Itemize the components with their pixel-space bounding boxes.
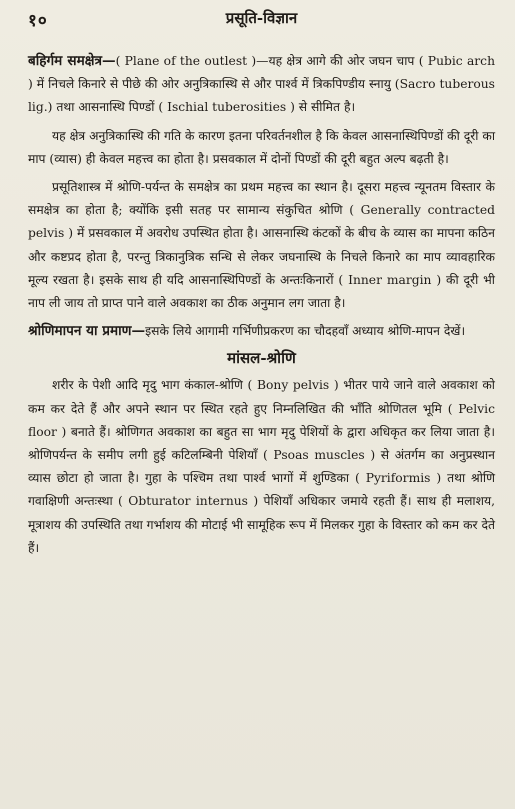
paragraph-obstetric-importance bbox=[28, 176, 495, 315]
paragraph-lead: श्रोणिमापन या प्रमाण— bbox=[28, 323, 146, 340]
paragraph-text: ( Plane of the outlest )—यह क्षेत्र आगे की ओर जघन चाप ( Pubic arch ) में निचले किनारे से पीछे की ओर अनुत्रिकास्थि से और पार्श्व में त्रिकपिण्डीय स्नायु (Sacro tuberous lig.) तथा आसनास्थि पिण्डों ( Ischial tuberosities ) से सीमित है। bbox=[28, 54, 495, 115]
paragraph-soft-pelvis bbox=[28, 374, 495, 560]
paragraph-outlet-variability bbox=[28, 125, 495, 171]
paragraph-text: यह क्षेत्र अनुत्रिकास्थि की गति के कारण इतना परिवर्तनशील है कि केवल आसनास्थिपिण्डों की दूरी का माप (व्यास) ही केवल महत्त्व का होता है। प्रसवकाल में दोनों पिण्डों की दूरी बहुत अल्प बढ़ती है। bbox=[28, 128, 495, 166]
running-head: प्रसूति-विज्ञान bbox=[225, 9, 298, 27]
paragraph-plane-of-outlet bbox=[28, 50, 495, 120]
page-number: १० bbox=[28, 11, 48, 31]
paragraph-pelvimetry bbox=[28, 320, 495, 343]
paragraph-text: शरीर के पेशी आदि मृदु भाग कंकाल-श्रोणि ( Bony pelvis ) भीतर पाये जाने वाले अवकाश को कम कर देते हैं और अपने स्थान पर स्थित रहते हुए निम्नलिखित की भाँति श्रोणितल भूमि ( Pelvic floor ) बनाते हैं। श्रोणिगत अवकाश का बहुत सा भाग मृदु पेशियों के द्वारा अधिकृत कर लिया जाता है। श्रोणिपर्यन्त के समीप लगी हुई कटिलम्बिनी पेशियाँ ( Psoas muscles ) से अंतर्गम का अनुप्रस्थान व्यास छोटा हो जाता है। गुहा के पश्चिम तथा पार्श्व भागों में शुण्डिका ( Pyriformis ) तथा श्रोणि गवाक्षिणी अन्तःस्था ( Obturator internus ) पेशियाँ अधिकार जमाये रहती हैं। साथ ही मलाशय, मूत्राशय की उपस्थिति तथा गर्भाशय की मोटाई भी सामूहिक रूप में मिलकर गुहा के विस्तार को कम कर देते हैं। bbox=[28, 378, 495, 555]
section-title: मांसल-श्रोणि bbox=[227, 349, 296, 368]
paragraph-lead: बहिर्गम समक्षेत्र— bbox=[28, 53, 116, 69]
paragraph-text: इसके लिये आगामी गर्भिणीप्रकरण का चौदहवाँ अध्याय श्रोणि-मापन देखें। bbox=[145, 324, 466, 339]
page-header bbox=[28, 8, 495, 34]
paragraph-text: प्रसूतिशास्त्र में श्रोणि-पर्यन्त के समक्षेत्र का प्रथम महत्त्व का स्थान है। दूसरा महत्त्व न्यूनतम विस्तार के समक्षेत्र का होता है; क्योंकि इसी सतह पर सामान्य संकुचित श्रोणि ( Generally contracted pelvis ) में प्रसवकाल में अवरोध उपस्थित होता है। आसनास्थि कंटकों के बीच के व्यास का मापना कठिन और कष्टप्रद होता है, परन्तु त्रिकानुत्रिक सन्धि से लेकर जघनास्थि के निचले किनारे का माप व्यावहारिक मूल्य रखता है। इसके साथ ही यदि आसनास्थिपिण्डों के अन्तःकिनारों ( Inner margin ) की दूरी भी नाप ली जाय तो प्राप्त पाने वाले अवकाश का ठीक अनुमान लग जाता है। bbox=[28, 180, 495, 311]
